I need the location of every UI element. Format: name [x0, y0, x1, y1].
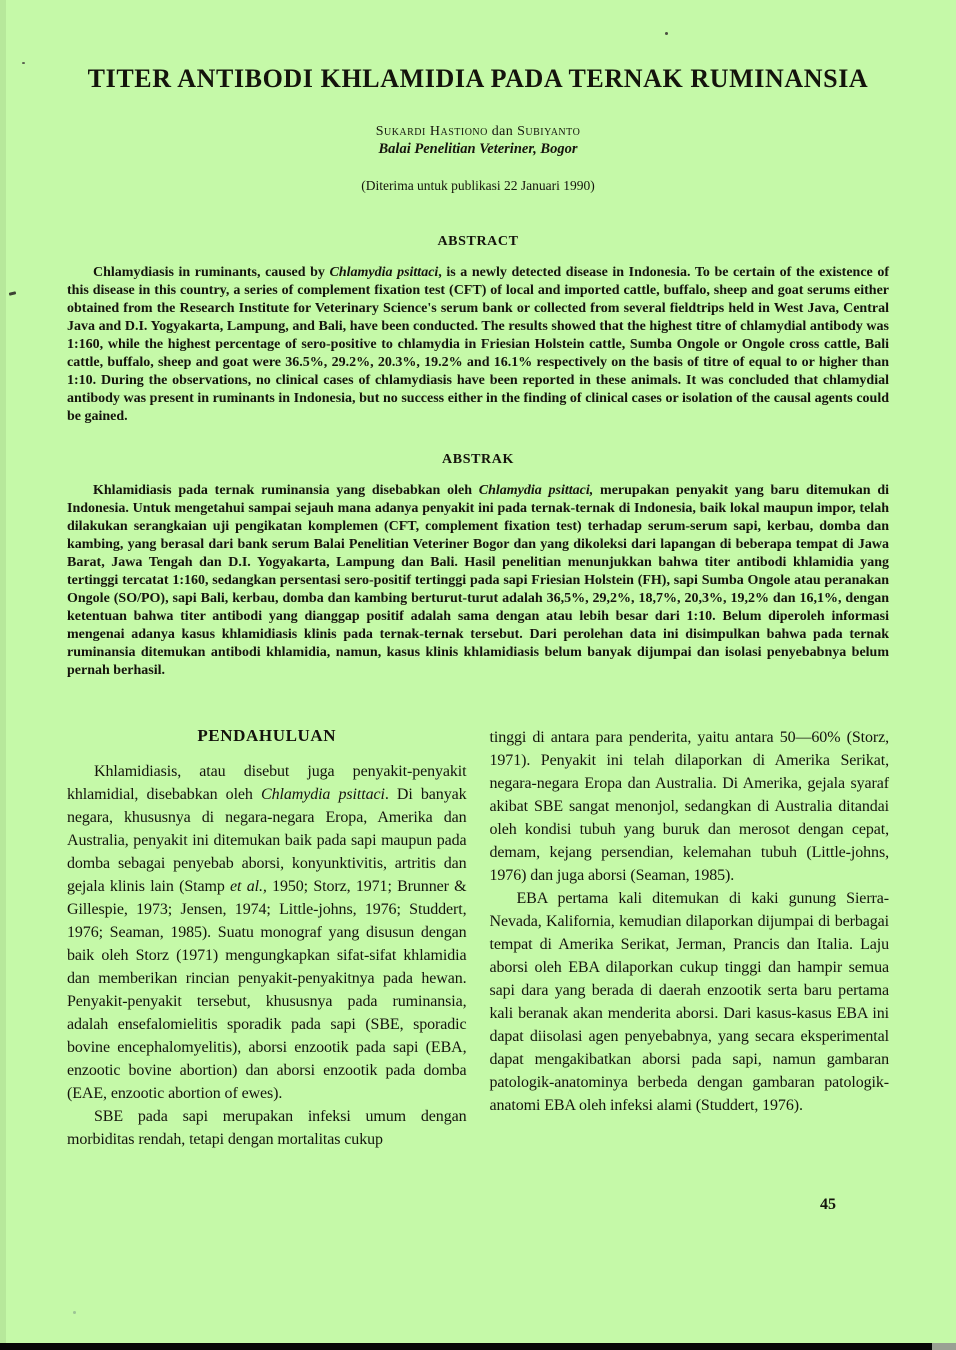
scan-artifact [9, 291, 17, 296]
intro-right-column [490, 726, 890, 1151]
abstrak-heading: ABSTRAK [442, 451, 514, 467]
article-title: TITER ANTIBODI KHLAMIDIA PADA TERNAK RUMINANSIA [87, 64, 869, 93]
scan-bottom-edge-bar [0, 1343, 956, 1350]
intro-paragraph-1: Khlamidiasis, atau disebut juga penyakit-penyakit khlamidial, disebabkan oleh Chlamydia psittaci. Di banyak negara, khususnya di negara-negara Eropa, Amerika dan Australia, penyakit ini ditemukan baik pada sapi maupun pada domba sebagai penyebab aborsi, konyunktivitis, artritis dan gejala klinis lain (Stamp et al., 1950; Storz, 1971; Brunner & Gillespie, 1973; Jensen, 1974; Little-johns, 1976; Studdert, 1976; Seaman, 1985). Suatu monograf yang disusun dengan baik oleh Storz (1971) mengungkapkan sifat-sifat khlamidia dan memberikan rincian penyakit-penyakitnya pada hewan. Penyakit-penyakit tersebut, khususnya pada ruminansia, adalah ensefalomielitis sporadik pada sapi (SBE, sporadic bovine encephalomyelitis), aborsi enzootik pada sapi (EBA, enzootic bovine abortion) dan aborsi enzootik pada domba (EAE, enzootic abortion of ewes). [67, 762, 467, 1102]
intro-paragraph-3: EBA pertama kali ditemukan di kaki gunung Sierra-Nevada, Kalifornia, kemudian dilaporkan dijumpai di berbagai tempat di Amerika Serikat, Jerman, Prancis dan Italia. Laju aborsi oleh EBA dilaporkan cukup tinggi dan hampir semua sapi dara yang berada di daerah enzootik serta baru pertama kali beranak akan menderita aborsi. Dari kasus-kasus EBA ini dapat diisolasi agen penyebabnya, yang secara eksperimental dapat mengakibatkan aborsi pada sapi, namun gambaran patologik-anatominya berbeda dengan gambaran patologik-anatomi EBA oleh infeksi alami (Studdert, 1976). [489, 889, 889, 1114]
scan-artifact [665, 32, 668, 35]
introduction-section [67, 726, 889, 1151]
scan-artifact [73, 1311, 76, 1314]
abstract-heading: ABSTRACT [437, 233, 519, 249]
intro-paragraph-2-continued: tinggi di antara para penderita, yaitu antara 50—60% (Storz, 1971). Penyakit ini telah dilaporkan di Amerika Serikat, negara-negara Eropa dan Australia. Di Amerika, gejala syaraf akibat SBE sangat menonjol, sedangkan di Australia ditandai oleh kondisi tubuh yang buruk dan merosot dengan cepat, demam, kejang persendian, kelemahan tubuh (Little-johns, 1976) dan juga aborsi (Seaman, 1985). [489, 728, 889, 884]
page-number: 45 [820, 1196, 836, 1213]
author-names: Sukardi Hastiono dan Subiyanto [375, 123, 581, 139]
received-for-publication-line: (Diterima untuk publikasi 22 Januari 1990) [361, 177, 595, 193]
intro-left-column [67, 726, 467, 1151]
pendahuluan-heading: PENDAHULUAN [197, 725, 337, 745]
intro-paragraph-2-start: SBE pada sapi merupakan infeksi umum dengan morbiditas rendah, tetapi dengan mortalitas cukup [67, 1107, 467, 1148]
abstract-text-indonesian: Khlamidiasis pada ternak ruminansia yang disebabkan oleh Chlamydia psittaci, merupakan penyakit yang baru ditemukan di Indonesia. Untuk mengetahui sampai sejauh mana adanya penyakit ini pada ternak-ternak di Indonesia, baik lokal maupun impor, telah dilakukan serangkaian uji pengikatan komplemen (CFT, complement fixation test) terhadap serum-serum sapi, kerbau, domba dan kambing, yang berasal dari bank serum Balai Penelitian Veteriner Bogor dan yang dikoleksi dari lapangan di beberapa tempat di Jawa Barat, Jawa Tengah dan D.I. Yogyakarta, Lampung dan Bali. Hasil penelitian menunjukkan bahwa titer antibodi khlamidia yang tertinggi tercatat 1:160, sedangkan persentasi sero-positif tertinggi pada sapi Friesian Holstein (FH), sapi Sumba Ongole atau peranakan Ongole (SO/PO), sapi Bali, kerbau, domba dan kambing berturut-turut adalah 36,5%, 29,2%, 18,7%, 20,3%, 19,2% dan 16,1%, dengan ketentuan bahwa titer antibodi yang dianggap positif adalah sama dengan atau lebih besar dari 1:10. Belum diperoleh informasi mengenai adanya kasus khlamidiasis klinis pada ternak-ternak tersebut. Dari perolehan data ini disimpulkan bahwa pada ternak ruminansia ditemukan antibodi khlamidia, namun, kasus klinis khlamidiasis belum banyak dijumpai dan isolasi penyebabnya belum pernah berhasil. [67, 482, 890, 678]
author-affiliation: Balai Penelitian Veteriner, Bogor [378, 140, 578, 157]
abstract-text-english: Chlamydiasis in ruminants, caused by Chlamydia psittaci, is a newly detected disease in Indonesia. To be certain of the existence of this disease in this country, a series of complement fixation test (CFT) of local and imported cattle, buffalo, sheep and goat serums either obtained from the Research Institute for Veterinary Science's serum bank or collected from several fieldtrips held in West Java, Central Java and D.I. Yogyakarta, Lampung, and Bali, have been conducted. The results showed that the highest titre of chlamydial antibody was 1:160, while the highest percentage of sero-positive to chlamydia in Friesian Holstein cattle, Sumba Ongole or Ongole cross cattle, Bali cattle, buffalo, sheep and goat were 36.5%, 29.2%, 20.3%, 19.2% and 16.1% respectively on the basis of titre of equal to or higher than 1:10. During the observations, no clinical cases of chlamydiasis have been reported in these animals. It was concluded that chlamydial antibody was present in ruminants in Indonesia, but no success either in the finding of clinical cases or isolation of the causal agents could be gained. [67, 264, 889, 424]
